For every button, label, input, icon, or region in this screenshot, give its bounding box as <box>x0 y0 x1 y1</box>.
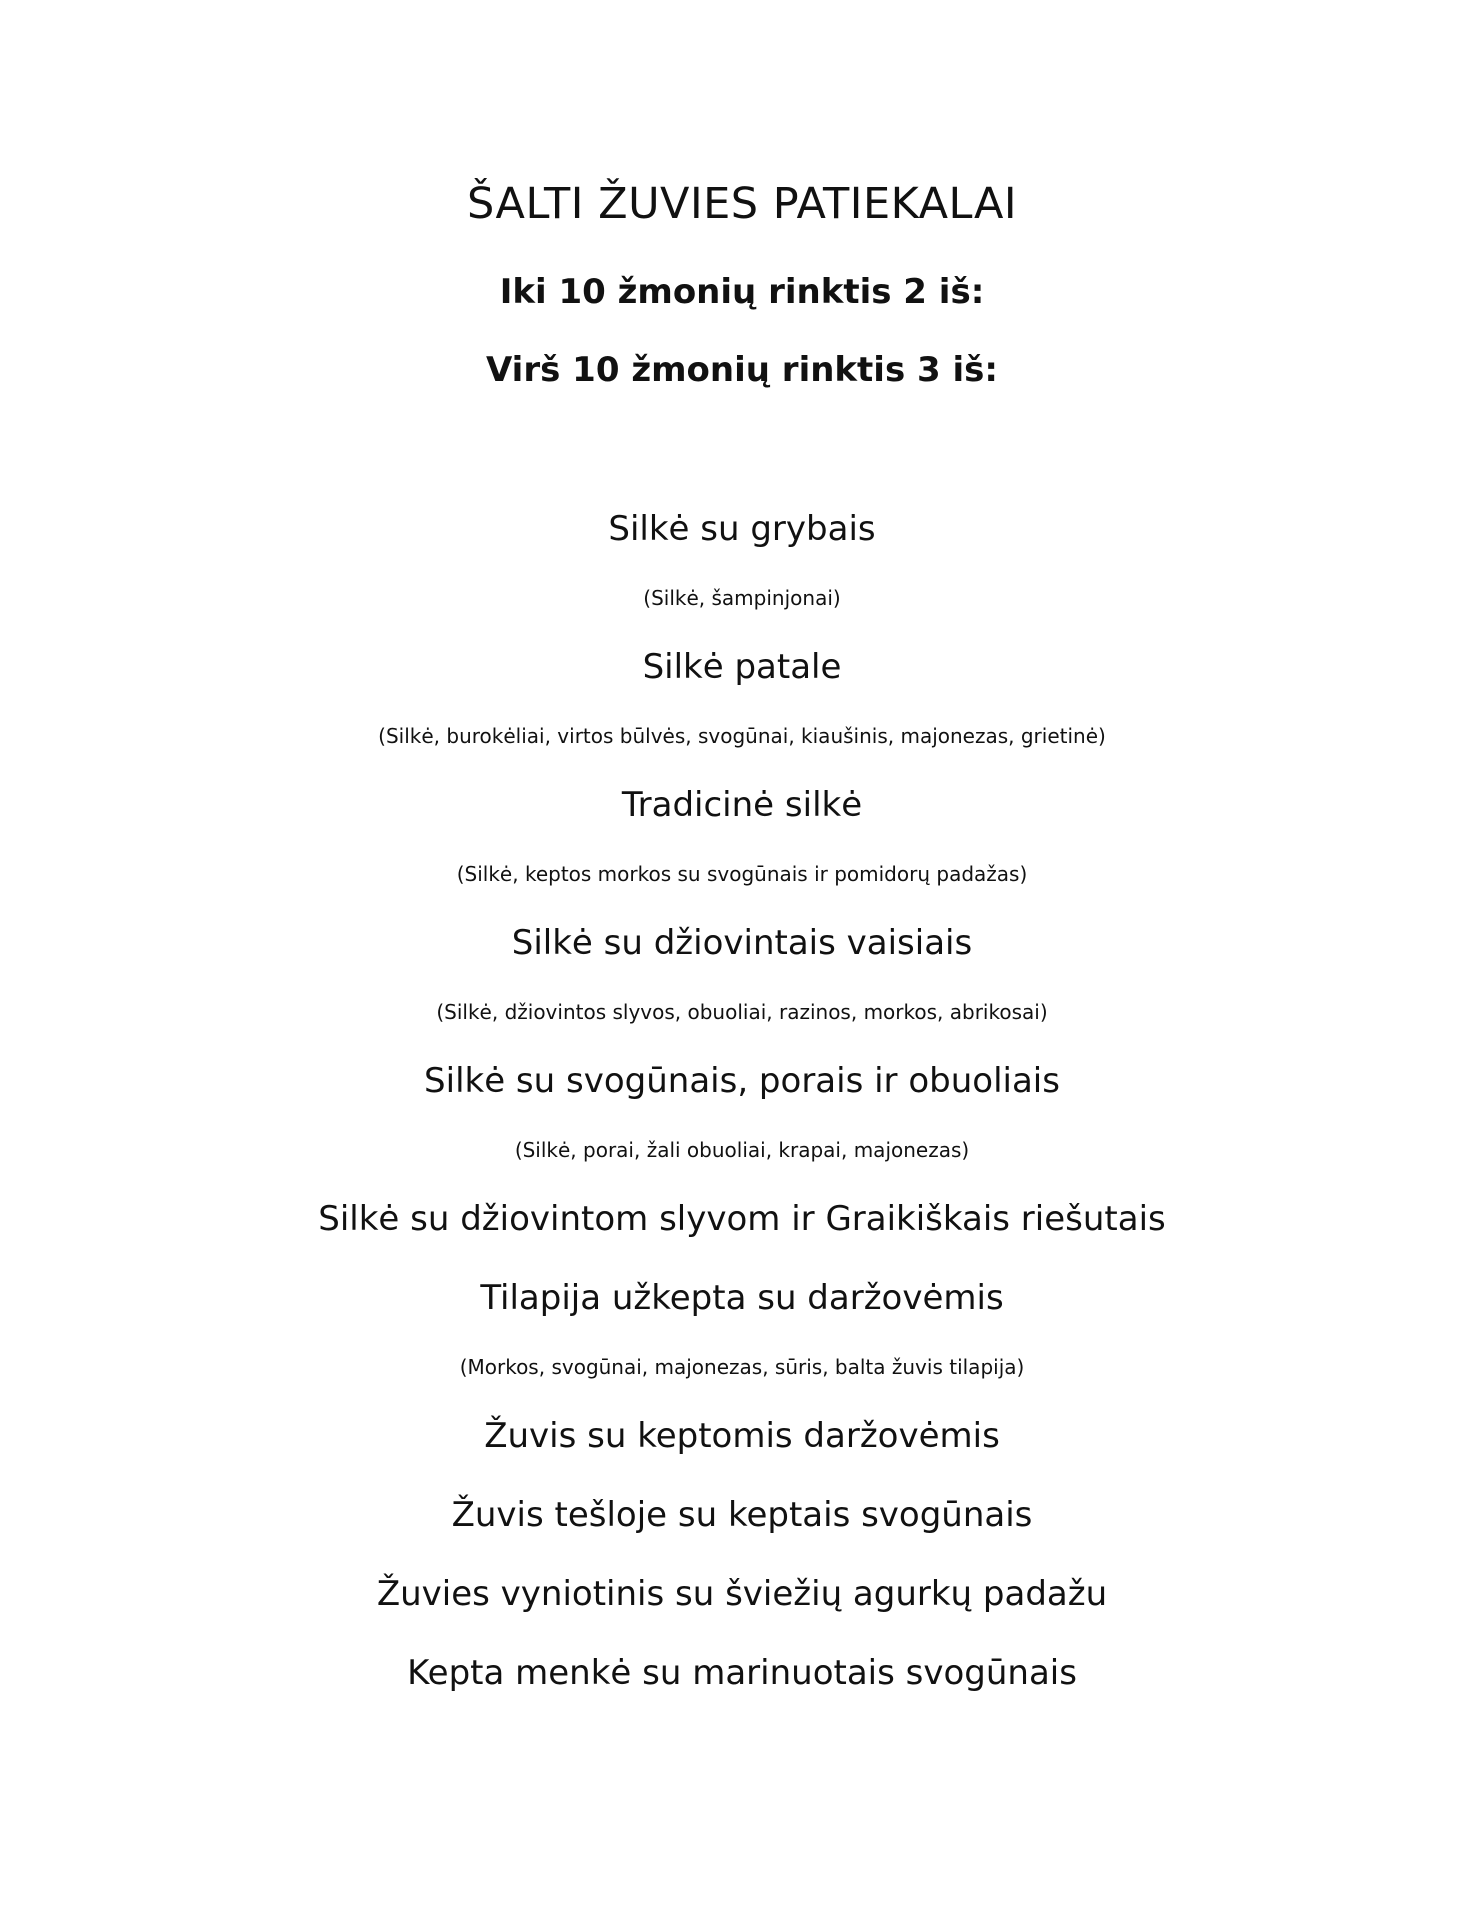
dish-ingredients: (Silkė, keptos morkos su svogūnais ir pomidorų padažas) <box>456 862 1028 886</box>
rule-up-to-10: Iki 10 žmonių rinktis 2 iš: <box>499 272 985 312</box>
dish-name: Tilapija užkepta su daržovėmis <box>480 1278 1004 1318</box>
dish-ingredients: (Silkė, porai, žali obuoliai, krapai, majonezas) <box>514 1138 970 1162</box>
dish-ingredients: (Silkė, burokėliai, virtos būlvės, svogūnai, kiaušinis, majonezas, grietinė) <box>378 724 1106 748</box>
menu-title: ŠALTI ŽUVIES PATIEKALAI <box>466 179 1018 229</box>
dish-name: Žuvis tešloje su keptais svogūnais <box>451 1495 1033 1535</box>
dish-name: Tradicinė silkė <box>621 785 863 825</box>
dish-ingredients: (Silkė, šampinjonai) <box>643 586 841 610</box>
dish-name: Žuvies vyniotinis su šviežių agurkų padažu <box>376 1574 1108 1614</box>
dish-name: Silkė su džiovintom slyvom ir Graikiškais riešutais <box>318 1199 1166 1239</box>
rule-over-10: Virš 10 žmonių rinktis 3 iš: <box>485 350 999 390</box>
dish-name: Silkė patale <box>642 647 842 687</box>
dish-name: Silkė su grybais <box>608 509 876 549</box>
dish-name: Kepta menkė su marinuotais svogūnais <box>407 1653 1077 1693</box>
dish-ingredients: (Silkė, džiovintos slyvos, obuoliai, razinos, morkos, abrikosai) <box>436 1000 1048 1024</box>
dish-ingredients: (Morkos, svogūnai, majonezas, sūris, balta žuvis tilapija) <box>459 1355 1025 1379</box>
dish-name: Silkė su svogūnais, porais ir obuoliais <box>424 1061 1060 1101</box>
dish-name: Žuvis su keptomis daržovėmis <box>484 1416 1000 1456</box>
dish-name: Silkė su džiovintais vaisiais <box>511 923 973 963</box>
